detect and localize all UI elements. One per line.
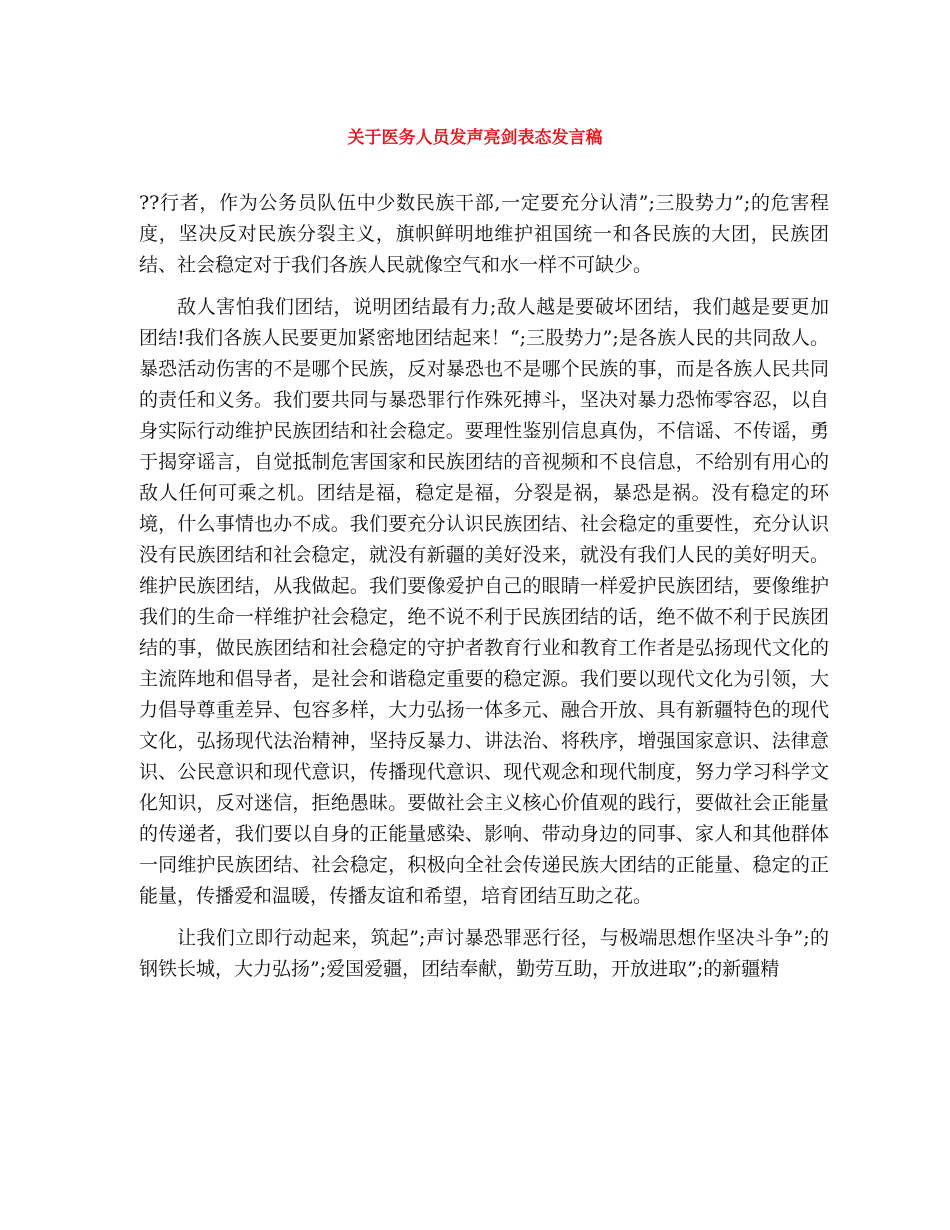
paragraph-2: 敌人害怕我们团结，说明团结最有力;敌人越是要破坏团结，我们越是要更加团结!我们各族人民要更加紧密地团结起来！“;三股势力”;是各族人民的共同敌人。暴恐活动伤害的不是哪个民族，反对暴恐也不是哪个民族的事，而是各族人民共同的责任和义务。我们要共同与暴恐罪行作殊死搏斗，坚决对暴力恐怖零容忍，以自身实际行动维护民族团结和社会稳定。要理性鉴别信息真伪，不信谣、不传谣，勇于揭穿谣言，自觉抵制危害国家和民族团结的音视频和不良信息，不给别有用心的敌人任何可乘之机。团结是福，稳定是福，分裂是祸，暴恐是祸。没有稳定的环境，什么事情也办不成。我们要充分认识民族团结、社会稳定的重要性，充分认识没有民族团结和社会稳定，就没有新疆的美好没来，就没有我们人民的美好明天。维护民族团结，从我做起。我们要像爱护自己的眼睛一样爱护民族团结，要像维护我们的生命一样维护社会稳定，绝不说不利于民族团结的话，绝不做不利于民族团结的事，做民族团结和社会稳定的守护者教育行业和教育工作者是弘扬现代文化的主流阵地和倡导者，是社会和谐稳定重要的稳定源。我们要以现代文化为引领，大力倡导尊重差异、包容多样，大力弘扬一体多元、融合开放、具有新疆特色的现代文化，弘扬现代法治精神，坚持反暴力、讲法治、将秩序，增强国家意识、法律意识、公民意识和现代意识，传播现代意识、现代观念和现代制度，努力学习科学文化知识，反对迷信，拒绝愚昧。要做社会主义核心价值观的践行，要做社会正能量的传递者，我们要以自身的正能量感染、影响、带动身边的同事、家人和其他群体一同维护民族团结、社会稳定，积极向全社会传递民族大团结的正能量、稳定的正能量，传播爱和温暖，传播友谊和希望，培育团结互助之花。 bbox=[139, 296, 829, 907]
document-body bbox=[139, 188, 829, 985]
paragraph-3: 让我们立即行动起来，筑起”;声讨暴恐罪恶行径，与极端思想作坚决斗争”;的钢铁长城，大力弘扬”;爱国爱疆，团结奉献，勤劳互助，开放进取”;的新疆精 bbox=[139, 927, 829, 980]
paragraph-1: ??行者，作为公务员队伍中少数民族干部,一定要充分认清”;三股势力”;的危害程度，坚决反对民族分裂主义，旗帜鲜明地维护祖国统一和各民族的大团，民族团结、社会稳定对于我们各族人民就像空气和水一样不可缺少。 bbox=[139, 192, 829, 276]
document-title: 关于医务人员发声亮剑表态发言稿 bbox=[347, 128, 603, 148]
